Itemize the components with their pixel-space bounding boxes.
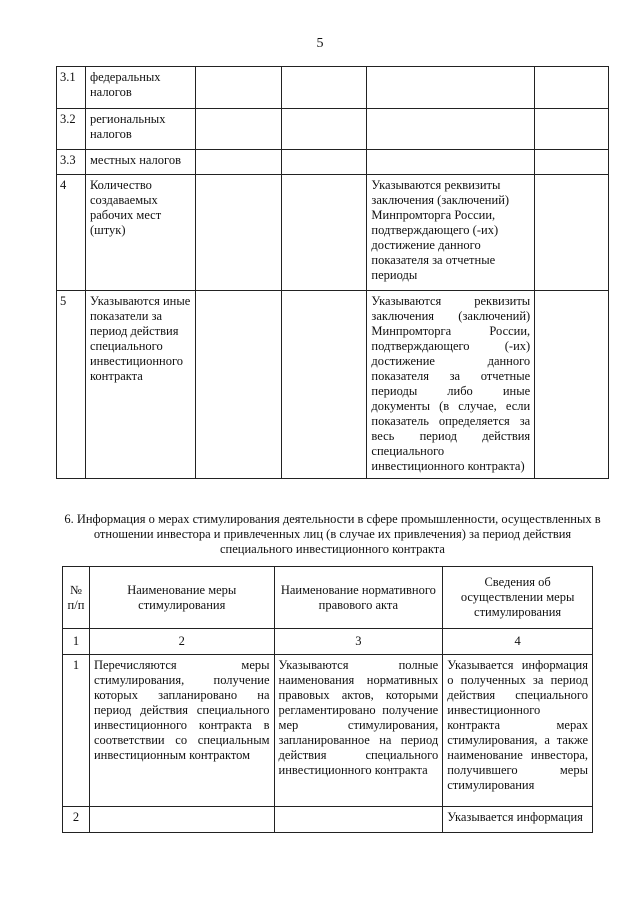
info-cell: Указывается информация о полученных за период действия специального инвестиционного контракта мерах стимулирования, а также наименование инвестора, получившего меры стимулирования bbox=[443, 655, 593, 807]
column-header: Сведения об осуществлении меры стимулирования bbox=[443, 567, 593, 629]
column-number: 3 bbox=[274, 629, 443, 655]
table-row bbox=[63, 807, 593, 833]
column-number-row bbox=[63, 629, 593, 655]
stimulus-measures-table bbox=[62, 566, 593, 833]
column-header: № п/п bbox=[63, 567, 90, 629]
measure-cell: Перечисляются меры стимулирования, получение которых запланировано на период действия специального инвестиционного контракта в соответствии со специальным инвестиционным контрактом bbox=[89, 655, 274, 807]
row-number: 4 bbox=[57, 175, 86, 291]
details-cell: Указываются реквизиты заключения (заключений) Минпромторга России, подтверждающего (-их) достижение данного показателя за отчетные периоды bbox=[367, 175, 535, 291]
header-row bbox=[63, 567, 593, 629]
measure-cell bbox=[89, 807, 274, 833]
indicator-name: региональных налогов bbox=[85, 109, 195, 150]
act-cell: Указываются полные наименования нормативных правовых актов, которыми регламентировано получение мер стимулирования, запланированное на период действия специального инвестиционного контракта bbox=[274, 655, 443, 807]
table-row bbox=[57, 291, 609, 479]
details-cell bbox=[367, 109, 535, 150]
column-number: 2 bbox=[89, 629, 274, 655]
column-header: Наименование меры стимулирования bbox=[89, 567, 274, 629]
column-header: Наименование нормативного правового акта bbox=[274, 567, 443, 629]
indicator-name: федеральных налогов bbox=[85, 67, 195, 109]
row-number: 3.3 bbox=[57, 150, 86, 175]
column-number: 1 bbox=[63, 629, 90, 655]
indicator-name: местных налогов bbox=[85, 150, 195, 175]
section-6-title: 6. Информация о мерах стимулирования деятельности в сфере промышленности, осуществленных в отношении инвестора и привлеченных лиц (в случае их привлечения) за период действия специального инвестиционного контракта bbox=[64, 512, 601, 556]
row-number: 3.1 bbox=[57, 67, 86, 109]
info-cell: Указывается информация bbox=[443, 807, 593, 833]
indicator-name: Количество создаваемых рабочих мест (штук) bbox=[85, 175, 195, 291]
details-cell bbox=[367, 150, 535, 175]
table-row bbox=[57, 67, 609, 109]
indicators-table bbox=[56, 66, 609, 479]
row-number: 5 bbox=[57, 291, 86, 479]
row-number: 2 bbox=[63, 807, 90, 833]
table-row bbox=[63, 655, 593, 807]
table-row bbox=[57, 150, 609, 175]
row-number: 1 bbox=[63, 655, 90, 807]
column-number: 4 bbox=[443, 629, 593, 655]
row-number: 3.2 bbox=[57, 109, 86, 150]
details-cell bbox=[367, 67, 535, 109]
page-number: 5 bbox=[316, 36, 324, 51]
table-row bbox=[57, 109, 609, 150]
table-row bbox=[57, 175, 609, 291]
act-cell bbox=[274, 807, 443, 833]
details-cell: Указываются реквизиты заключения (заключений) Минпромторга России, подтверждающего (-их) достижение данного показателя за отчетные периоды либо иные документы (в случае, если показатель определяется за весь период действия специального инвестиционного контракта) bbox=[367, 291, 535, 479]
indicator-name: Указываются иные показатели за период действия специального инвестиционного контракта bbox=[85, 291, 195, 479]
